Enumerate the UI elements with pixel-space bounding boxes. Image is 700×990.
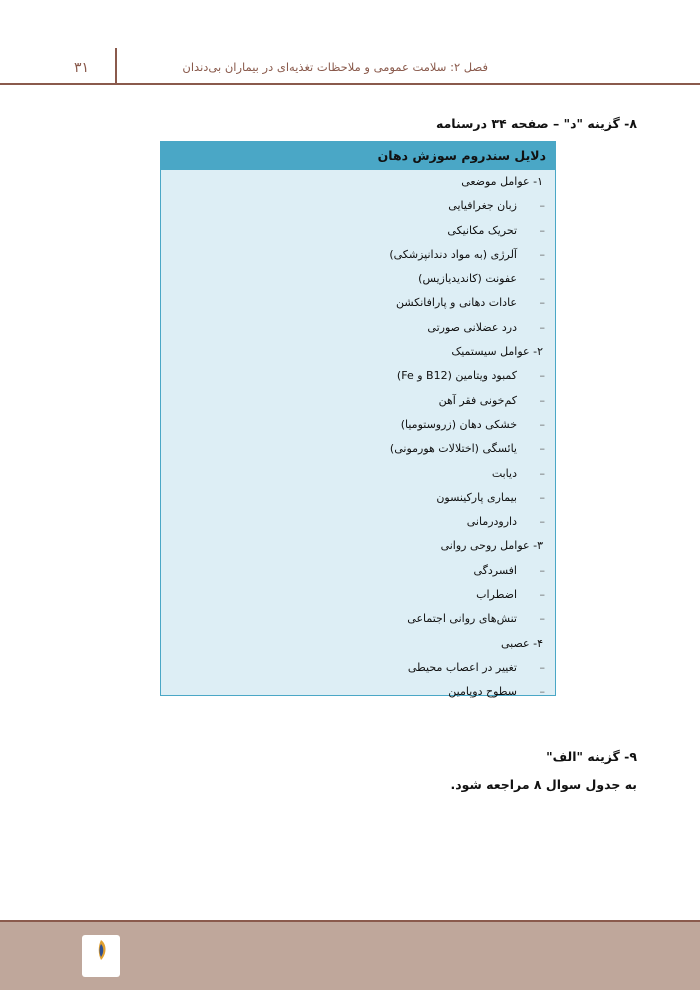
bullet-dash-icon: – xyxy=(539,515,545,529)
table-rows xyxy=(161,170,555,705)
table-category-row xyxy=(161,632,555,656)
table-item-row xyxy=(161,437,555,461)
chapter-title: فصل ۲: سلامت عمومی و ملاحظات تغذیه‌ای در بیماران بی‌دندان xyxy=(182,60,488,74)
table-item-row xyxy=(161,243,555,267)
row-text: سطوح دوپامین xyxy=(448,685,517,699)
bullet-dash-icon: – xyxy=(539,563,545,577)
bullet-dash-icon: – xyxy=(539,612,545,626)
row-text: اضطراب xyxy=(476,588,517,602)
row-text: زبان جغرافیایی xyxy=(448,199,517,213)
table-item-row xyxy=(161,219,555,243)
table-item-row xyxy=(161,680,555,704)
row-text: تنش‌های روانی اجتماعی xyxy=(407,612,517,626)
table-item-row xyxy=(161,462,555,486)
row-text: عفونت (کاندیدیازیس) xyxy=(418,272,517,286)
table-item-row xyxy=(161,607,555,631)
table-item-row xyxy=(161,364,555,388)
bullet-dash-icon: – xyxy=(539,320,545,334)
row-text: درد عضلانی صورتی xyxy=(427,320,517,334)
row-text: ۱- عوامل موضعی xyxy=(461,175,543,188)
table-category-row xyxy=(161,534,555,558)
page-header xyxy=(0,0,700,86)
row-text: خشکی دهان (زروستومیا) xyxy=(400,417,517,431)
table-item-row xyxy=(161,194,555,218)
bullet-dash-icon: – xyxy=(539,490,545,504)
row-text: دیابت xyxy=(491,466,517,480)
row-text: تغییر در اعصاب محیطی xyxy=(407,660,517,674)
bullet-dash-icon: – xyxy=(539,199,545,213)
logo-mark-icon xyxy=(89,938,113,962)
row-text: کم‌خونی فقر آهن xyxy=(438,393,517,407)
bullet-dash-icon: – xyxy=(539,466,545,480)
bullet-dash-icon: – xyxy=(539,685,545,699)
table-item-row xyxy=(161,291,555,315)
row-text: تحریک مکانیکی xyxy=(447,223,517,237)
bullet-dash-icon: – xyxy=(539,417,545,431)
bullet-dash-icon: – xyxy=(539,247,545,261)
table-item-row xyxy=(161,389,555,413)
table-item-row xyxy=(161,510,555,534)
row-text: آلرژی (به مواد دندانپزشکی) xyxy=(389,247,517,261)
table-category-row xyxy=(161,170,555,194)
row-text: کمبود ویتامین (B12 و Fe) xyxy=(396,369,517,383)
bullet-dash-icon: – xyxy=(539,369,545,383)
row-text: یائسگی (اختلالات هورمونی) xyxy=(389,442,517,456)
row-text: افسردگی xyxy=(473,563,517,577)
publisher-logo xyxy=(82,935,120,977)
table-item-row xyxy=(161,267,555,291)
page-number: ۳۱ xyxy=(74,60,90,76)
table-item-row xyxy=(161,316,555,340)
table-item-row xyxy=(161,559,555,583)
question-9-heading: ۹- گزینه "الف" xyxy=(546,749,637,764)
table-item-row xyxy=(161,583,555,607)
bullet-dash-icon: – xyxy=(539,296,545,310)
question-9-note: به جدول سوال ۸ مراجعه شود. xyxy=(450,777,637,792)
burning-mouth-causes-table xyxy=(160,141,556,699)
question-8-heading: ۸- گزینه "د" – صفحه ۳۴ درسنامه xyxy=(435,116,637,131)
bullet-dash-icon: – xyxy=(539,393,545,407)
bullet-dash-icon: – xyxy=(539,442,545,456)
table-category-row xyxy=(161,340,555,364)
table-title: دلایل سندروم سوزش دهان xyxy=(161,142,555,170)
row-text: ۳- عوامل روحی روانی xyxy=(440,539,543,553)
table-item-row xyxy=(161,656,555,680)
row-text: عادات دهانی و پارافانکشن xyxy=(395,296,517,310)
row-text: ۴- عصبی xyxy=(501,636,543,650)
table-item-row xyxy=(161,486,555,510)
row-text: ۲- عوامل سیستمیک xyxy=(451,345,543,359)
header-rule xyxy=(0,83,700,85)
table-item-row xyxy=(161,413,555,437)
bullet-dash-icon: – xyxy=(539,588,545,602)
bullet-dash-icon: – xyxy=(539,660,545,674)
row-text: بیماری پارکینسون xyxy=(436,490,517,504)
bullet-dash-icon: – xyxy=(539,272,545,286)
row-text: دارودرمانی xyxy=(466,515,517,529)
header-divider xyxy=(115,48,117,84)
bullet-dash-icon: – xyxy=(539,223,545,237)
